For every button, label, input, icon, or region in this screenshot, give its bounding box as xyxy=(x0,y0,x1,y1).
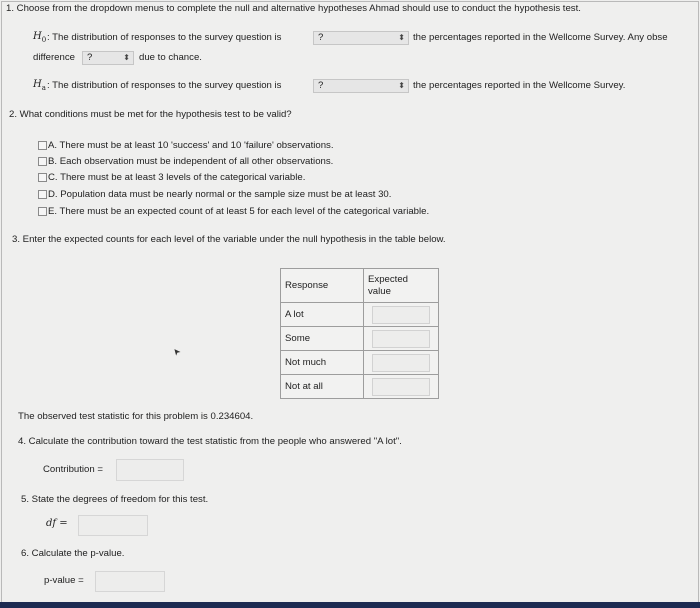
h0-suffix: the percentages reported in the Wellcome Survey. Any obse xyxy=(413,32,668,43)
contribution-label: Contribution = xyxy=(43,464,103,475)
chevron-updown-icon: ⬍ xyxy=(398,33,405,42)
q4-prompt: 4. Calculate the contribution toward the test statistic from the people who answered "A lot". xyxy=(18,436,402,447)
q2-prompt: 2. What conditions must be met for the hypothesis test to be valid? xyxy=(9,109,292,120)
h0-select-2[interactable]: ? ⬍ xyxy=(82,51,134,65)
table-row xyxy=(281,351,439,375)
h0-symbol: $H_0$ xyxy=(33,31,47,44)
q6-prompt: 6. Calculate the p-value. xyxy=(21,548,125,559)
contribution-input[interactable] xyxy=(116,459,184,481)
row-label-not-much: Not much xyxy=(281,351,364,375)
col-header-response: Response xyxy=(281,269,364,303)
expected-not-at-all-input[interactable] xyxy=(372,378,430,396)
df-label: df = xyxy=(46,518,68,529)
option-e-checkbox[interactable] xyxy=(38,207,47,216)
table-row xyxy=(281,303,439,327)
table-row xyxy=(281,327,439,351)
h0-line2-suffix: due to chance. xyxy=(139,52,202,63)
bottom-bar xyxy=(0,602,700,608)
h0-text: : The distribution of responses to the survey question is xyxy=(47,32,282,43)
test-statistic-note: The observed test statistic for this problem is 0.234604. xyxy=(18,411,254,422)
option-c-checkbox[interactable] xyxy=(38,173,47,182)
option-d-checkbox[interactable] xyxy=(38,190,47,199)
row-label-a-lot: A lot xyxy=(281,303,364,327)
table-row xyxy=(281,375,439,399)
cursor-icon: ➤ xyxy=(170,345,183,358)
option-a-label: A. There must be at least 10 'success' and 10 'failure' observations. xyxy=(48,140,334,151)
option-b-label: B. Each observation must be independent of all other observations. xyxy=(48,156,334,167)
df-input[interactable] xyxy=(78,515,148,536)
h0-select[interactable]: ? ⬍ xyxy=(313,31,409,45)
option-b-checkbox[interactable] xyxy=(38,157,47,166)
expected-some-input[interactable] xyxy=(372,330,430,348)
col-header-expected: Expected value xyxy=(364,269,439,303)
option-d-label: D. Population data must be nearly normal or the sample size must be at least 30. xyxy=(48,189,392,200)
table-header-row xyxy=(281,269,439,303)
q3-prompt: 3. Enter the expected counts for each level of the variable under the null hypothesis in the table below. xyxy=(12,234,446,245)
p-value-input[interactable] xyxy=(95,571,165,592)
row-label-some: Some xyxy=(281,327,364,351)
q1-prompt: 1. Choose from the dropdown menus to complete the null and alternative hypotheses Ahmad should use to conduct the hypothesis test. xyxy=(6,3,581,14)
p-value-label: p-value = xyxy=(44,575,84,586)
h0-line2-prefix: difference xyxy=(33,52,75,63)
option-a-checkbox[interactable] xyxy=(38,141,47,150)
option-e-label: E. There must be an expected count of at least 5 for each level of the categorical variable. xyxy=(48,206,430,217)
ha-text: : The distribution of responses to the survey question is xyxy=(47,80,282,91)
row-label-not-at-all: Not at all xyxy=(281,375,364,399)
expected-not-much-input[interactable] xyxy=(372,354,430,372)
chevron-updown-icon: ⬍ xyxy=(123,53,130,62)
option-c-label: C. There must be at least 3 levels of the categorical variable. xyxy=(48,172,306,183)
expected-a-lot-input[interactable] xyxy=(372,306,430,324)
ha-suffix: the percentages reported in the Wellcome Survey. xyxy=(413,80,626,91)
chevron-updown-icon: ⬍ xyxy=(398,81,405,90)
expected-counts-table xyxy=(280,268,439,399)
q5-prompt: 5. State the degrees of freedom for this test. xyxy=(21,494,209,505)
ha-symbol: $H_a$ xyxy=(33,79,46,92)
ha-select[interactable]: ? ⬍ xyxy=(313,79,409,93)
